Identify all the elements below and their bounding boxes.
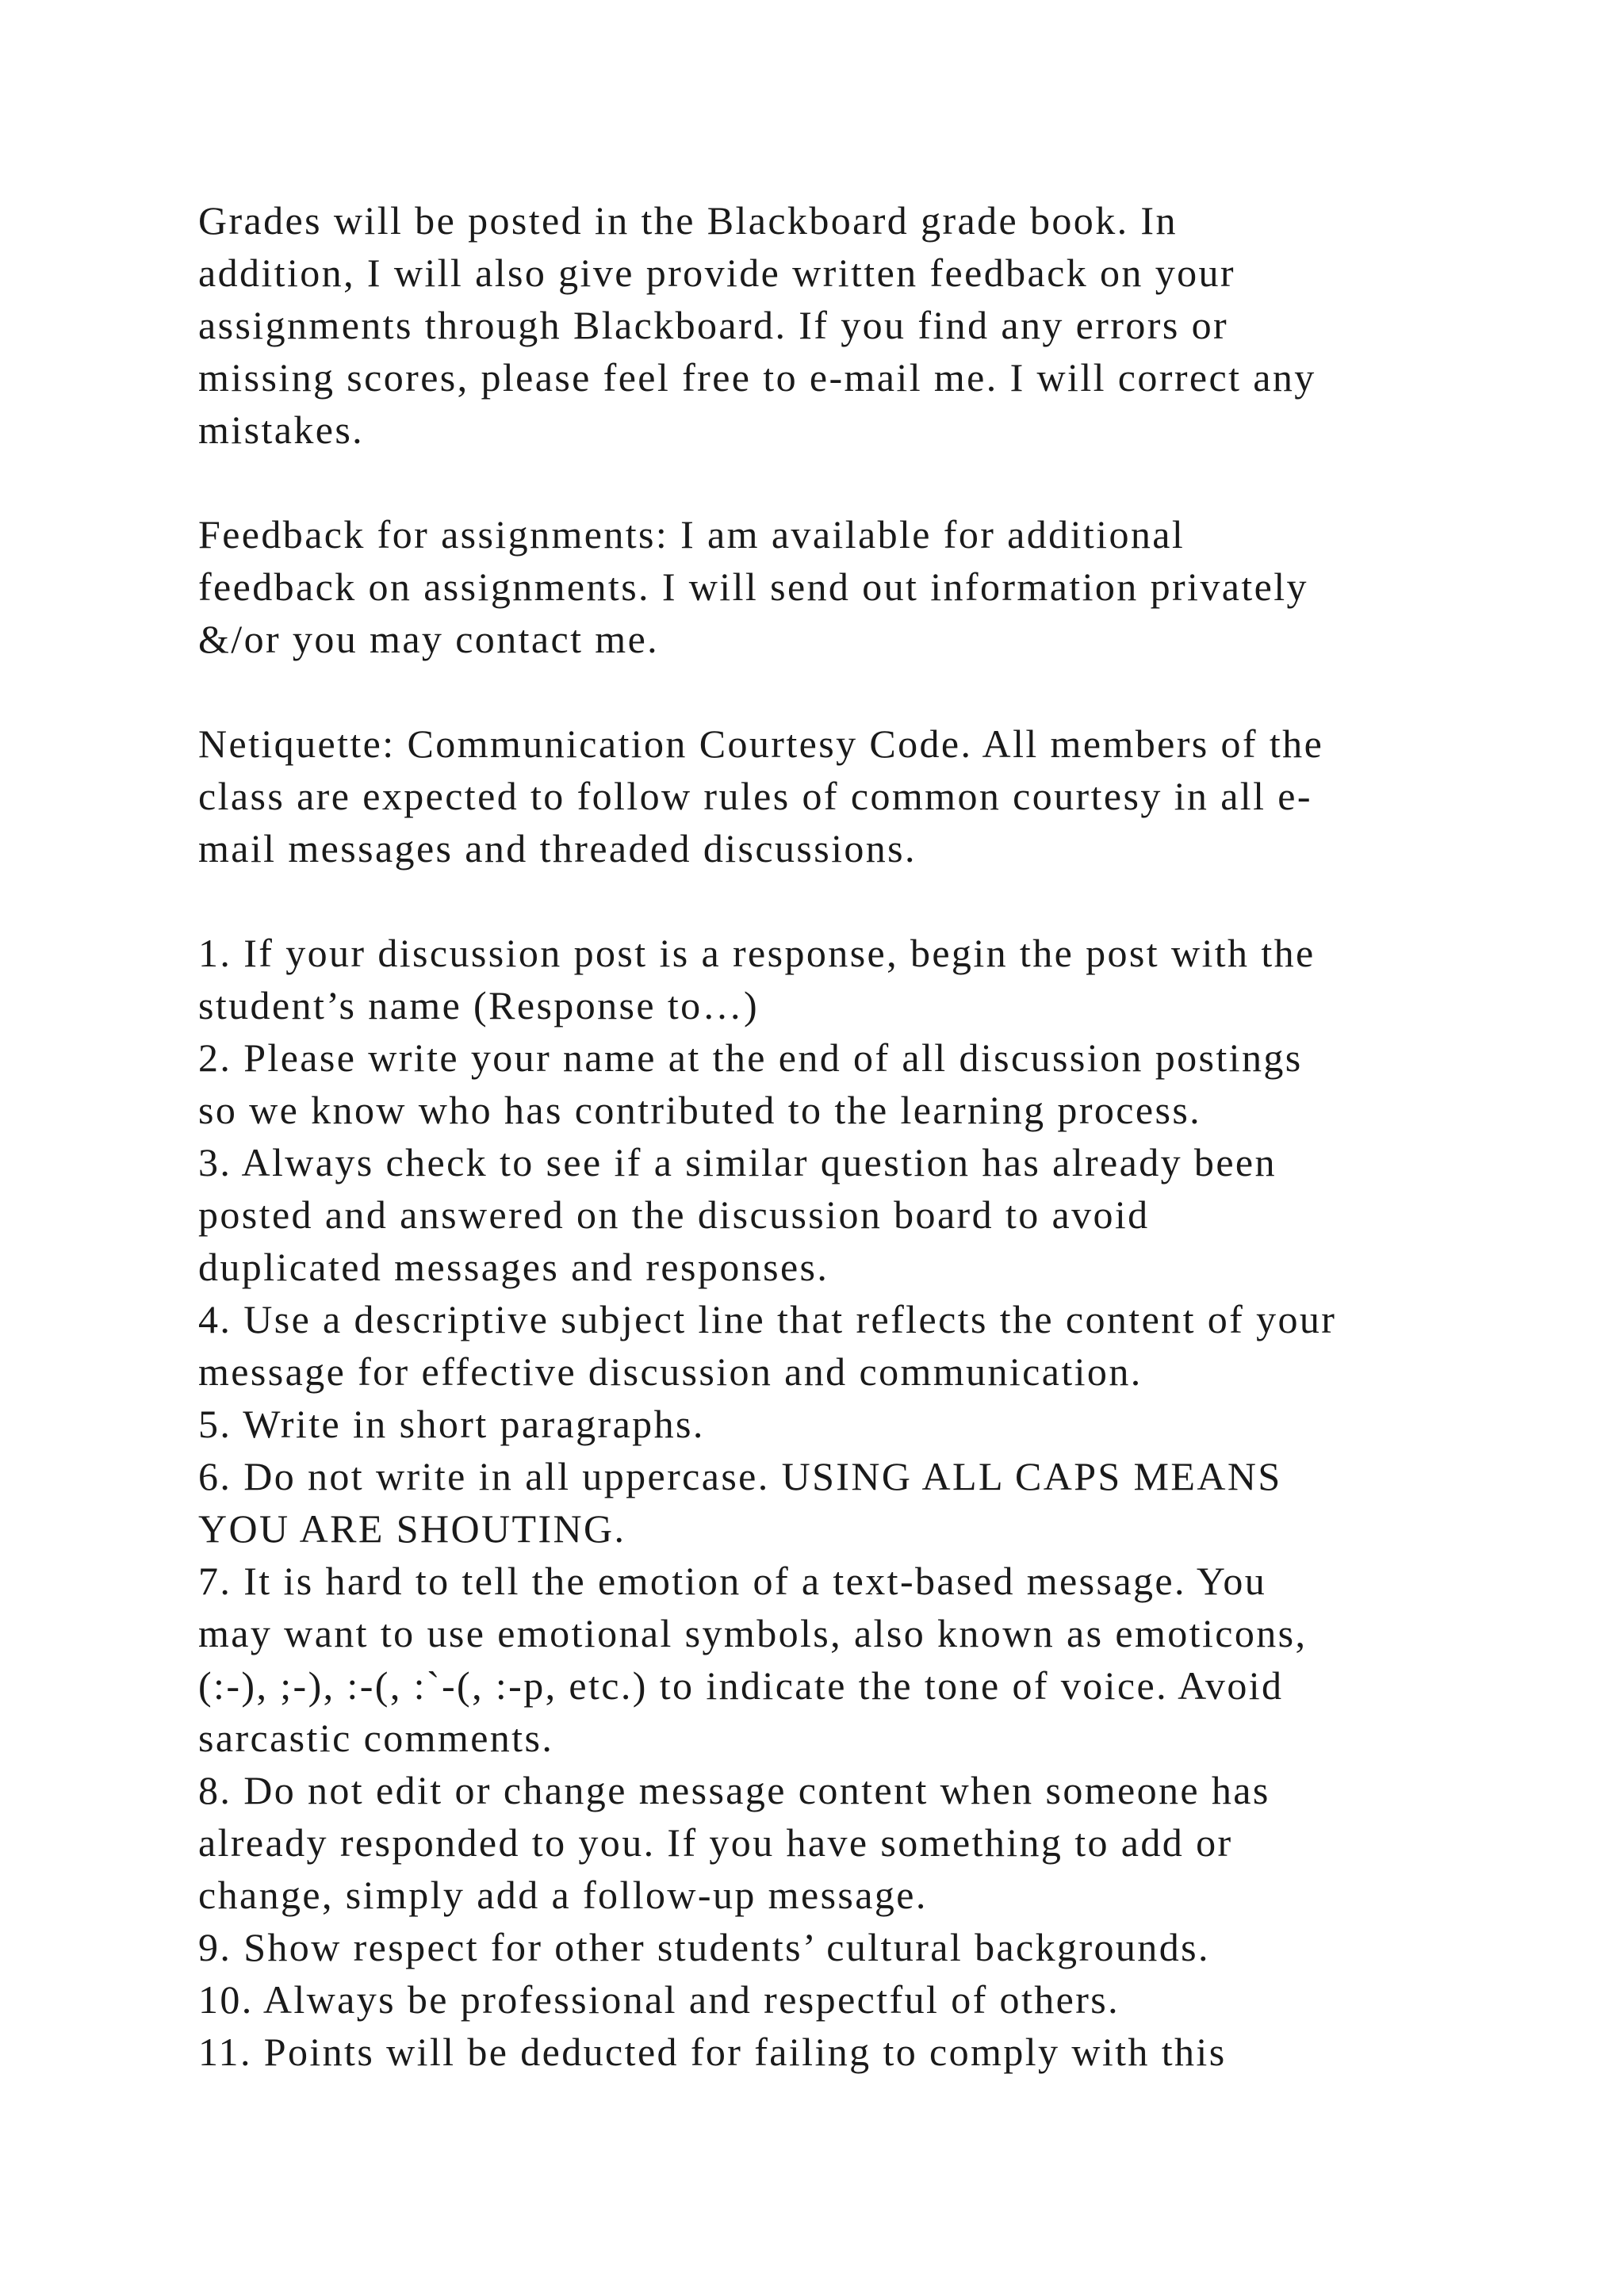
rule-line: 11. Points will be deducted for failing to comply with this — [198, 2030, 1227, 2074]
rule-line: 5. Write in short paragraphs. — [198, 1402, 705, 1446]
text-line: Netiquette: Communication Courtesy Code. All members of the — [198, 721, 1324, 766]
feedback-paragraph — [198, 508, 1546, 665]
rule-line: so we know who has contributed to the learning process. — [198, 1088, 1202, 1132]
text-line: mistakes. — [198, 408, 365, 452]
rule-line: 6. Do not write in all uppercase. USING ALL CAPS MEANS — [198, 1454, 1282, 1498]
rule-line: 10. Always be professional and respectful of others. — [198, 1977, 1120, 2022]
rule-line: 9. Show respect for other students’ cultural backgrounds. — [198, 1925, 1210, 1969]
rule-line: (:-), ;-), :-(, :`-(, :-p, etc.) to indicate the tone of voice. Avoid — [198, 1663, 1284, 1708]
text-line: assignments through Blackboard. If you find any errors or — [198, 303, 1229, 347]
text-line: Feedback for assignments: I am available for additional — [198, 512, 1185, 557]
rule-line: 8. Do not edit or change message content when someone has — [198, 1768, 1270, 1812]
rule-line: 1. If your discussion post is a response, begin the post with the — [198, 931, 1316, 975]
rule-line: message for effective discussion and communication. — [198, 1349, 1143, 1394]
rule-line: posted and answered on the discussion board to avoid — [198, 1192, 1150, 1237]
rule-line: may want to use emotional symbols, also known as emoticons, — [198, 1611, 1308, 1655]
grades-paragraph — [198, 194, 1546, 456]
rule-line: 2. Please write your name at the end of all discussion postings — [198, 1035, 1303, 1080]
rule-line: 3. Always check to see if a similar question has already been — [198, 1140, 1277, 1184]
rule-line: 7. It is hard to tell the emotion of a text-based message. You — [198, 1559, 1267, 1603]
rule-line: duplicated messages and responses. — [198, 1245, 829, 1289]
document-body — [198, 194, 1546, 2078]
rule-line: already responded to you. If you have something to add or — [198, 1820, 1233, 1865]
rule-line: change, simply add a follow-up message. — [198, 1873, 928, 1917]
rule-line: 4. Use a descriptive subject line that reflects the content of your — [198, 1297, 1337, 1341]
text-line: Grades will be posted in the Blackboard grade book. In — [198, 198, 1178, 243]
rule-line: student’s name (Response to…) — [198, 983, 760, 1027]
netiquette-rules-list — [198, 927, 1546, 2078]
rule-line: sarcastic comments. — [198, 1716, 554, 1760]
text-line: &/or you may contact me. — [198, 617, 660, 661]
text-line: missing scores, please feel free to e-mail me. I will correct any — [198, 355, 1316, 400]
text-line: mail messages and threaded discussions. — [198, 826, 917, 871]
rule-line: YOU ARE SHOUTING. — [198, 1506, 626, 1551]
text-line: addition, I will also give provide written feedback on your — [198, 251, 1235, 295]
text-line: class are expected to follow rules of common courtesy in all e- — [198, 774, 1312, 818]
text-line: feedback on assignments. I will send out information privately — [198, 564, 1308, 609]
netiquette-paragraph — [198, 718, 1546, 874]
